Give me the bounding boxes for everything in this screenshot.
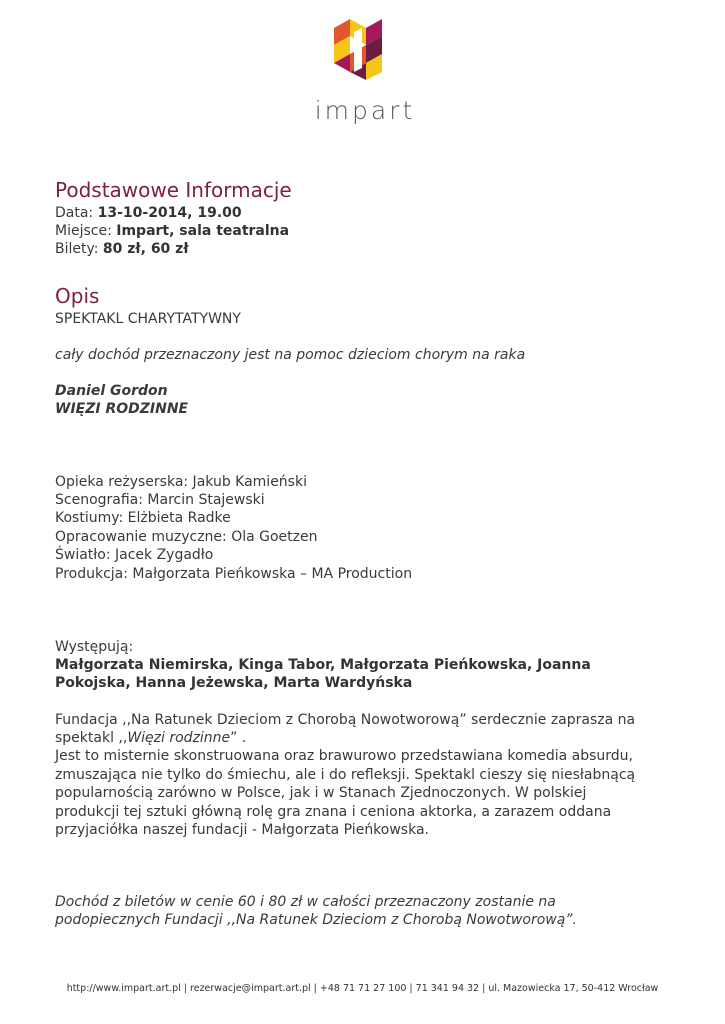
closing-line-1: Dochód z biletów w cenie 60 i 80 zł w całości przeznaczony zostanie na xyxy=(55,894,556,910)
credit-line: Opieka reżyserska: Jakub Kamieński xyxy=(55,474,307,490)
date-value: 13-10-2014, 19.00 xyxy=(97,205,242,221)
invite-spektakl-suffix: ” . xyxy=(230,730,247,746)
invite-play-title: Więzi rodzinne xyxy=(127,730,231,746)
place-line xyxy=(55,222,289,240)
credit-line: Kostiumy: Elżbieta Radke xyxy=(55,510,231,526)
description-line: produkcji tej sztuki główną rolę gra znana i ceniona aktorka, a zarazem oddana xyxy=(55,804,612,820)
credit-line: Światło: Jacek Zygadło xyxy=(55,547,214,563)
impart-logo xyxy=(310,14,420,125)
tickets-label: Bilety: xyxy=(55,241,103,257)
cast-label: Występują: xyxy=(55,639,134,655)
description-line: Jest to misternie skonstruowana oraz brawurowo przedstawiana komedia absurdu, xyxy=(55,748,633,764)
basic-info-heading: Podstawowe Informacje xyxy=(55,178,292,202)
date-label: Data: xyxy=(55,205,98,221)
invite-line xyxy=(55,729,246,747)
impart-logo-mark xyxy=(310,14,420,94)
tickets-value: 80 zł, 60 zł xyxy=(102,241,189,257)
opis-subtitle: SPEKTAKL CHARYTATYWNY xyxy=(55,311,241,327)
play-author: Daniel Gordon xyxy=(55,383,168,399)
credit-line: Opracowanie muzyczne: Ola Goetzen xyxy=(55,529,318,545)
date-line xyxy=(55,204,242,222)
invite-spektakl-prefix: spektakl ,, xyxy=(55,730,128,746)
logo-wordmark: impart xyxy=(314,96,416,125)
cast-line-2: Pokojska, Hanna Jeżewska, Marta Wardyńska xyxy=(55,675,413,691)
opis-heading: Opis xyxy=(55,284,100,308)
cast-line-1: Małgorzata Niemirska, Kinga Tabor, Małgorzata Pieńkowska, Joanna xyxy=(55,657,591,673)
description-line: popularnością zarówno w Polsce, jak i w Stanach Zjednoczonych. W polskiej xyxy=(55,785,587,801)
opis-note: cały dochód przeznaczony jest na pomoc dzieciom chorym na raka xyxy=(55,347,526,363)
invite-line: Fundacja ,,Na Ratunek Dzieciom z Chorobą Nowotworową” serdecznie zaprasza na xyxy=(55,712,636,728)
tickets-line xyxy=(55,240,189,258)
place-value: Impart, sala teatralna xyxy=(116,223,290,239)
play-title: WIĘZI RODZINNE xyxy=(55,401,189,417)
closing-line-2: podopiecznych Fundacji ,,Na Ratunek Dzieciom z Chorobą Nowotworową”. xyxy=(55,912,577,928)
credit-line: Scenografia: Marcin Stajewski xyxy=(55,492,265,508)
description-line: zmuszająca nie tylko do śmiechu, ale i do refleksji. Spektakl cieszy się niesłabnącą xyxy=(55,767,636,783)
description-line: przyjaciółka naszej fundacji - Małgorzata Pieńkowska. xyxy=(55,822,429,838)
footer-contact: http://www.impart.art.pl | rezerwacje@impart.art.pl | +48 71 71 27 100 | 71 341 94 32 | ul. Mazowiecka 17, 50-412 Wrocław xyxy=(66,983,659,994)
place-label: Miejsce: xyxy=(55,223,117,239)
credit-line: Produkcja: Małgorzata Pieńkowska – MA Production xyxy=(55,566,413,582)
